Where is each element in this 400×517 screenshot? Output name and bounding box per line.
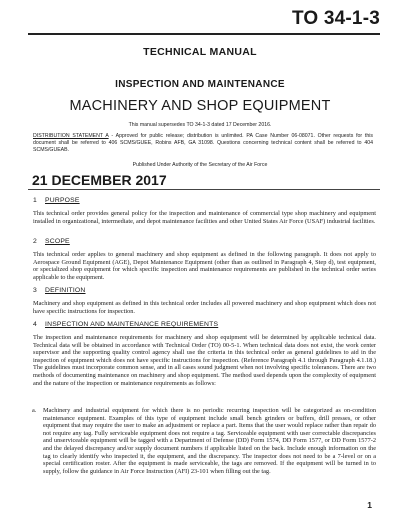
- to-number: TO 34-1-3: [291, 8, 380, 29]
- published-authority: Published Under Authority of the Secretary of the Air Force: [132, 162, 268, 168]
- list-item-text: Machinery and industrial equipment for which there is no periodic recurring inspection will be categorized as on-condition maintenance equipment. Examples of this type of equipment include small bench grinders or buffers, drill presses, or other equipment that may require the user to make an adjustment or replace a part. Items that the user would replace rather than repair do not require any tag. Fully serviceable equipment does not require a tag. Serviceable equipment with user correctable discrepancies and unserviceable equipment will be tagged with a Department of Defense (DD) Form 1574, DD Form 1577, or DD Form 1577-2 and the delayed discrepancy and/or supply document numbers if applicable listed on the back. Include enough information on the tag to clearly identify who inspected it, the equipment, and the discrepancy. The inspector does not need to be a 7-level or on a special certification roster. After the equipment is made serviceable, the tags are removed. If the equipment will be turned in to supply, follow the guidance in Air Force Instruction (AFI) 23-101 when filling out the tag.: [43, 407, 376, 475]
- section-heading-scope: [33, 238, 70, 245]
- manual-subtitle: INSPECTION AND MAINTENANCE: [115, 79, 285, 90]
- distribution-statement: [33, 133, 373, 153]
- section-body-inspection: The inspection and maintenance requirements for machinery and shop equipment will be determined by applicable technical data. Technical data will be obtained in accordance with Technical Order (TO) 00-5-1. When technical data does not exist, the work center supervisor and the supporting quality control agency shall use the criteria in this technical order as general guidelines to aid in the inspection of equipment which does not have specific instructions for inspection. (Reference Paragraph 4.1 through Paragraph 4.1.18.) The guidelines must incorporate common sense, and in all cases sound judgment when not involving specific tolerances. There are two methods of documenting maintenance on machinery and shop equipment. The method used depends upon the complexity of equipment and the nature of the inspection or maintenance requirements as follows:: [33, 334, 376, 387]
- section-number: 4: [33, 321, 37, 328]
- page-number: 1: [367, 500, 372, 510]
- date-rule: [28, 189, 380, 190]
- distribution-text: - Approved for public release; distribution is unlimited. PA Case Number 06-08071. Other requests for this document shall be referred to 406 SCMS/GUEE, Robins AFB, GA 31098. Questions concerning technical content shall be referred to 404 SCMS/GUEAB.: [33, 133, 373, 153]
- section-heading-definition: [33, 287, 86, 294]
- section-title: SCOPE: [45, 238, 70, 245]
- section-title: PURPOSE: [45, 197, 80, 204]
- section-body-definition: Machinery and shop equipment as defined in this technical order includes all powered machinery and shop equipment which does not have specific instructions for inspection.: [33, 300, 376, 315]
- supersedes-notice: This manual supersedes TO 34-1-3 dated 17 December 2016.: [128, 122, 272, 128]
- section-title: DEFINITION: [45, 287, 86, 294]
- header-rule: [28, 33, 380, 35]
- section-body-scope: This technical order applies to general machinery and shop equipment as defined in the following paragraph. It does not apply to Aerospace Ground Equipment (AGE), Depot Maintenance Equipment (other than as outlined in Paragraph 4, Step d), test equipment, or specialized shop equipment for which specific inspection and maintenance requirements are published in the technical order series applicable to the equipment.: [33, 251, 376, 281]
- section-heading-inspection: [33, 321, 218, 328]
- manual-title: MACHINERY AND SHOP EQUIPMENT: [69, 98, 331, 114]
- list-item-label: a.: [32, 407, 37, 414]
- section-title: INSPECTION AND MAINTENANCE REQUIREMENTS: [45, 321, 219, 328]
- section-number: 1: [33, 197, 37, 204]
- section-body-purpose: This technical order provides general policy for the inspection and maintenance of commercial type shop machinery and equipment installed in organizational, intermediate, and depot maintenance facilities and other United States Air Force (USAF) industrial facilities.: [33, 210, 376, 225]
- distribution-label: DISTRIBUTION STATEMENT A: [33, 133, 109, 139]
- section-number: 2: [33, 238, 37, 245]
- list-item: [32, 407, 376, 475]
- publication-date: 21 DECEMBER 2017: [32, 172, 167, 188]
- section-heading-purpose: [33, 197, 80, 204]
- manual-type: TECHNICAL MANUAL: [143, 46, 257, 58]
- section-number: 3: [33, 287, 37, 294]
